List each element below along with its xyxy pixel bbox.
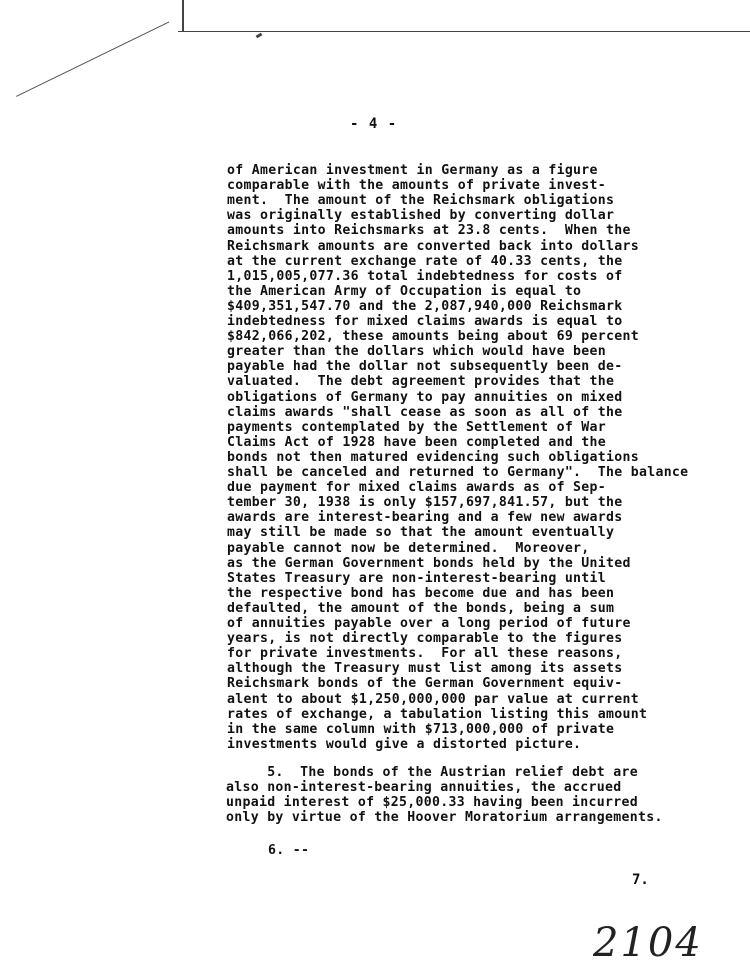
text-line: obligations of Germany to pay annuities on mixed <box>227 389 623 405</box>
scan-edge-diagonal <box>16 21 169 96</box>
text-line: payments contemplated by the Settlement of War <box>227 419 607 435</box>
text-line: defaulted, the amount of the bonds, being a sum <box>227 600 615 616</box>
text-line: the American Army of Occupation is equal to <box>227 283 582 299</box>
text-line: of American investment in Germany as a figure <box>227 163 598 178</box>
scan-mark <box>256 33 263 39</box>
continuation-marker: 6. -- <box>268 843 310 858</box>
text-line: only by virtue of the Hoover Moratorium arrangements. <box>226 810 663 826</box>
text-line: in the same column with $713,000,000 of private <box>227 721 615 737</box>
text-line: of annuities payable over a long period of future <box>227 616 631 631</box>
text-line: Reichsmark bonds of the German Government equiv- <box>227 676 623 692</box>
text-line: awards are interest-bearing and a few new awards <box>227 510 623 526</box>
text-line: unpaid interest of $25,000.33 having been incurred <box>226 795 638 811</box>
page-number: - 4 - <box>350 116 398 132</box>
text-line: was originally established by converting dollar <box>227 208 615 224</box>
scan-edge-top <box>178 31 750 32</box>
text-line: $842,066,202, these amounts being about 69 percent <box>227 329 639 345</box>
text-line: due payment for mixed claims awards as of Sep- <box>227 480 607 496</box>
text-line: alent to about $1,250,000,000 par value at current <box>227 691 639 707</box>
text-line: years, is not directly comparable to the figures <box>227 631 623 647</box>
text-line: investments would give a distorted picture. <box>227 736 582 752</box>
text-line: payable cannot now be determined. Moreover, <box>227 540 590 556</box>
text-line: also non-interest-bearing annuities, the accrued <box>226 780 622 796</box>
text-line: greater than the dollars which would have been <box>227 344 607 360</box>
text-line: valuated. The debt agreement provides that the <box>227 374 615 390</box>
text-line: Claims Act of 1928 have been completed and the <box>227 434 607 450</box>
text-line: comparable with the amounts of private invest- <box>227 178 607 194</box>
text-line: at the current exchange rate of 40.33 cents, the <box>227 253 623 269</box>
text-line: 1,015,005,077.36 total indebtedness for costs of <box>227 268 623 284</box>
text-line: indebtedness for mixed claims awards is equal to <box>227 314 623 329</box>
text-line: Reichsmark amounts are converted back into dollars <box>227 238 639 254</box>
text-line: the respective bond has become due and has been <box>227 585 615 601</box>
text-line: for private investments. For all these reasons, <box>227 646 623 662</box>
text-line: payable had the dollar not subsequently been de- <box>227 359 623 375</box>
text-line: ment. The amount of the Reichsmark obligations <box>227 193 615 209</box>
text-line: amounts into Reichsmarks at 23.8 cents. When the <box>227 223 631 239</box>
text-line: rates of exchange, a tabulation listing this amount <box>227 706 648 722</box>
scan-edge-left <box>182 0 184 32</box>
text-line: 5. The bonds of the Austrian relief debt are <box>226 765 638 780</box>
text-line: shall be canceled and returned to Germany". The balance <box>227 465 689 480</box>
text-line: may still be made so that the amount eventually <box>227 525 615 541</box>
text-line: as the German Government bonds held by the United <box>227 555 631 571</box>
text-line: $409,351,547.70 and the 2,087,940,000 Reichsmark <box>227 298 623 314</box>
text-line: although the Treasury must list among its assets <box>227 661 623 677</box>
handwritten-page-number: 2104 <box>593 920 703 966</box>
text-line: bonds not then matured evidencing such obligations <box>227 449 639 465</box>
text-line: claims awards "shall cease as soon as all of the <box>227 404 623 420</box>
text-line: States Treasury are non-interest-bearing until <box>227 570 607 586</box>
text-line: tember 30, 1938 is only $157,697,841.57, but the <box>227 495 623 511</box>
next-section-ref: 7. <box>632 872 649 888</box>
